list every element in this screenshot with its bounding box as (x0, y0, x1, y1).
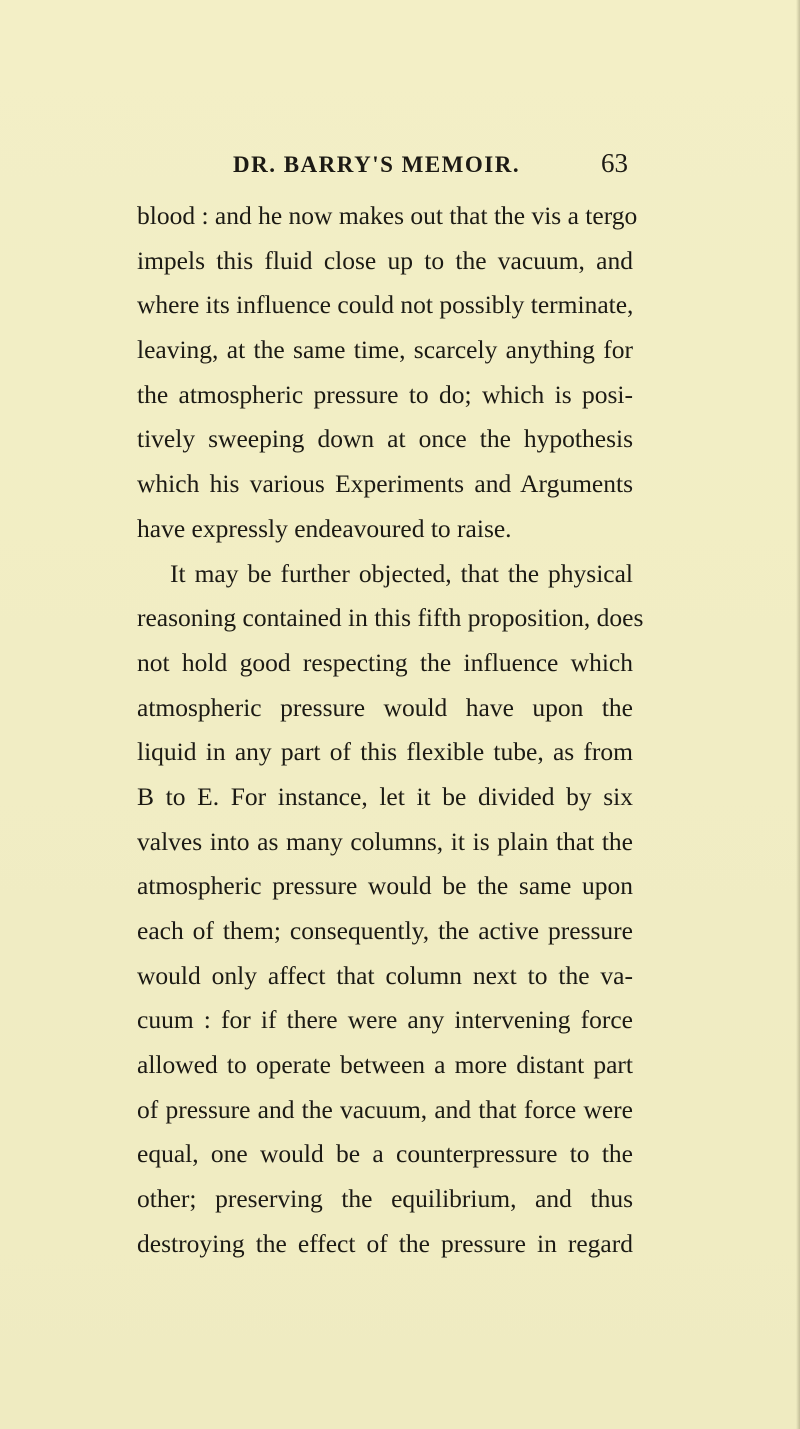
text-line: impels this fluid close up to the vacuum, and (137, 245, 633, 275)
text-line: which his various Experiments and Arguments (137, 469, 633, 499)
body-text (137, 194, 644, 1267)
text-line: the atmospheric pressure to do; which is posi- (137, 379, 633, 409)
page-header (0, 146, 800, 182)
running-head: DR. BARRY'S MEMOIR. (233, 152, 521, 177)
text-line: liquid in any part of this flexible tube, as from (137, 737, 633, 767)
text-line: tively sweeping down at once the hypothesis (137, 424, 633, 454)
text-line: leaving, at the same time, scarcely anything for (137, 335, 633, 365)
paragraph-start-line: It may be further objected, that the physical (170, 558, 633, 588)
text-line: reasoning contained in this fifth proposition, does (137, 603, 644, 633)
text-line: each of them; consequently, the active pressure (137, 916, 633, 945)
text-line: destroying the effect of the pressure in regard (137, 1228, 633, 1258)
text-line: not hold good respecting the influence which (137, 647, 633, 677)
page-edge-shadow (796, 0, 800, 1429)
text-line: valves into as many columns, it is plain that the (137, 826, 633, 856)
text-line: other; preserving the equilibrium, and thus (137, 1184, 633, 1214)
text-line: B to E. For instance, let it be divided by six (137, 781, 633, 811)
text-line: allowed to operate between a more distant part (137, 1050, 633, 1080)
text-line: atmospheric pressure would be the same upon (137, 871, 633, 901)
text-line: where its influence could not possibly terminate, (137, 290, 634, 320)
text-line: equal, one would be a counterpressure to the (137, 1139, 633, 1169)
text-line: of pressure and the vacuum, and that force were (137, 1094, 633, 1124)
text-line: cuum : for if there were any intervening force (137, 1005, 633, 1035)
text-line: have expressly endeavoured to raise. (137, 513, 512, 543)
text-line: atmospheric pressure would have upon the (137, 692, 633, 722)
text-line: blood : and he now makes out that the vis a tergo (137, 201, 638, 230)
page-number: 63 (601, 148, 628, 178)
text-line: would only affect that column next to the va- (137, 960, 633, 990)
